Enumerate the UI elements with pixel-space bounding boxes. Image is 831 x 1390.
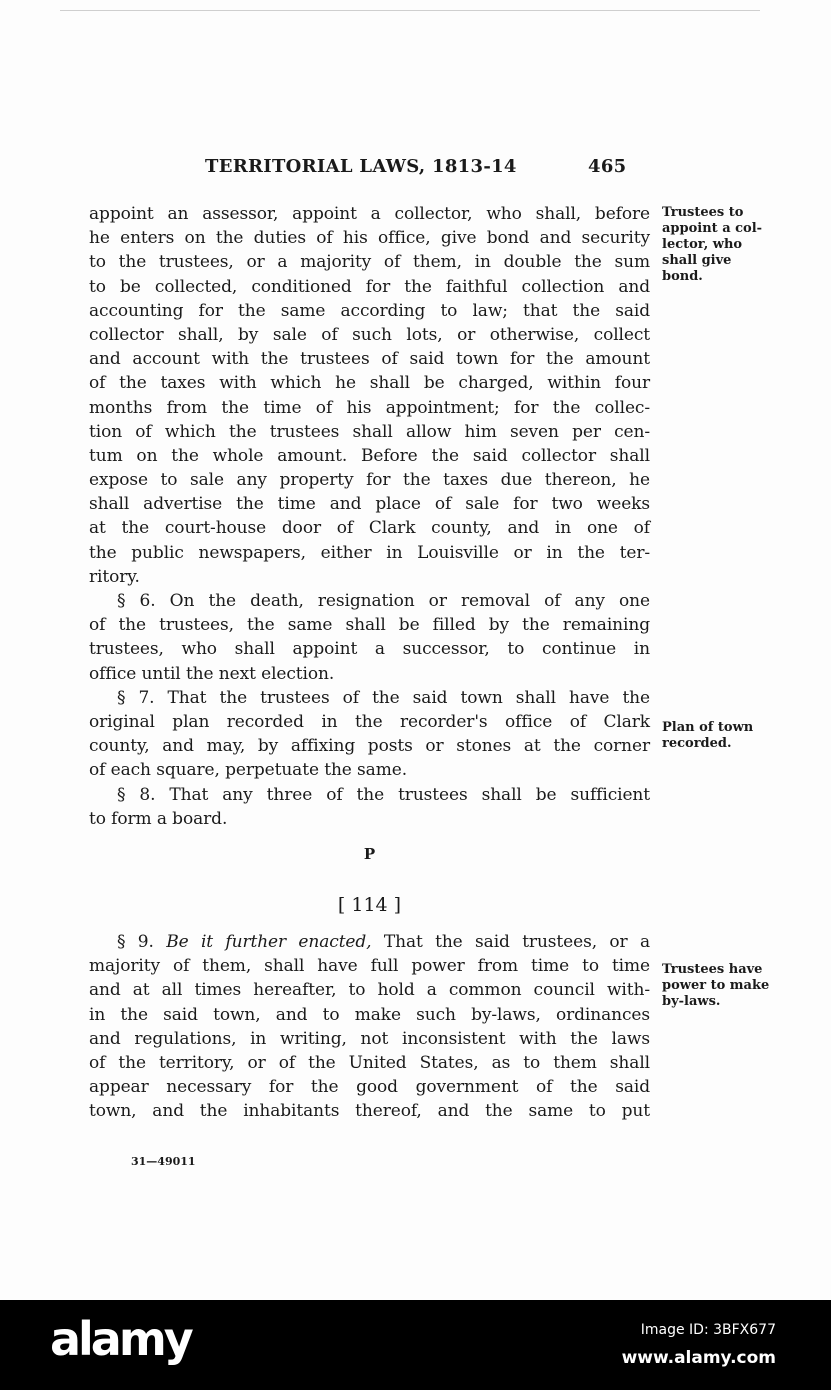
scan-edge-line bbox=[60, 10, 760, 11]
text-line: the public newspapers, either in Louisville or in the ter- bbox=[89, 542, 650, 563]
text-line: appoint a col- bbox=[662, 221, 763, 236]
text-line: county, and may, by affixing posts or stones at the corner bbox=[89, 736, 650, 757]
text-line: collector shall, by sale of such lots, or otherwise, collect bbox=[89, 324, 650, 345]
text-line: to be collected, conditioned for the faithful collection and bbox=[89, 276, 650, 297]
text-line: to form a board. bbox=[89, 808, 228, 829]
body-text-block-1 bbox=[89, 202, 650, 831]
watermark-bar bbox=[0, 1300, 831, 1390]
text-line: and account with the trustees of said town for the amount bbox=[89, 349, 650, 370]
running-head: TERRITORIAL LAWS, 1813-14 bbox=[205, 156, 517, 177]
text-line: lector, who bbox=[662, 237, 743, 252]
text-line: § 8. That any three of the trustees shall be sufficient bbox=[117, 784, 650, 805]
text-line: he enters on the duties of his office, give bond and security bbox=[89, 228, 650, 249]
bracket-page-number: [ 114 ] bbox=[337, 894, 402, 916]
margin-note-collector bbox=[662, 205, 762, 285]
body-text-block-2 bbox=[89, 930, 650, 1124]
text-line: § 6. On the death, resignation or removal of any one bbox=[117, 591, 650, 611]
text-line: at the court-house door of Clark county, and in one of bbox=[89, 518, 650, 539]
text-line: shall advertise the time and place of sale for two weeks bbox=[89, 494, 650, 515]
text-line: expose to sale any property for the taxes due thereon, he bbox=[89, 470, 650, 491]
section-text: That the said trustees, or a bbox=[383, 932, 650, 952]
print-code: 31—49011 bbox=[131, 1155, 196, 1168]
text-line: to the trustees, or a majority of them, in double the sum bbox=[89, 252, 650, 273]
text-line: appoint an assessor, appoint a collector, who shall, before bbox=[89, 204, 650, 224]
text-line: tum on the whole amount. Before the said collector shall bbox=[89, 445, 650, 466]
enacting-clause: Be it further enacted, bbox=[166, 932, 372, 952]
text-line: of the taxes with which he shall be charged, within four bbox=[89, 373, 650, 394]
text-line: majority of them, shall have full power from time to time bbox=[89, 956, 650, 977]
watermark-url: www.alamy.com bbox=[621, 1348, 776, 1368]
text-line: by-laws. bbox=[662, 994, 721, 1009]
section-number: § 9. bbox=[117, 932, 154, 952]
text-line: bond. bbox=[662, 269, 703, 284]
text-line: office until the next election. bbox=[89, 663, 335, 684]
section-9-line bbox=[89, 930, 650, 954]
margin-note-bylaws bbox=[662, 962, 769, 1010]
text-line: power to make bbox=[662, 978, 770, 993]
text-line: Trustees to bbox=[662, 205, 744, 220]
text-line: accounting for the same according to law; that the said bbox=[89, 300, 650, 321]
text-line: appear necessary for the good government of the said bbox=[89, 1077, 650, 1098]
text-line: Trustees have bbox=[662, 962, 763, 977]
text-line: of the territory, or of the United States, as to them shall bbox=[89, 1052, 650, 1073]
text-line: Plan of town bbox=[662, 720, 754, 735]
text-line: recorded. bbox=[662, 736, 732, 751]
text-line: ritory. bbox=[89, 566, 140, 587]
text-line: trustees, who shall appoint a successor, to continue in bbox=[89, 639, 650, 660]
text-line: tion of which the trustees shall allow him seven per cen- bbox=[89, 421, 650, 442]
text-line: months from the time of his appointment; for the collec- bbox=[89, 397, 650, 418]
alamy-logo: alamy bbox=[50, 1312, 191, 1366]
text-line: and regulations, in writing, not inconsistent with the laws bbox=[89, 1028, 650, 1049]
text-line: town, and the inhabitants thereof, and the same to put bbox=[89, 1101, 650, 1122]
page-number: 465 bbox=[588, 156, 627, 177]
text-line: § 7. That the trustees of the said town shall have the bbox=[117, 687, 650, 708]
image-id: Image ID: 3BFX677 bbox=[640, 1322, 776, 1338]
signature-mark: P bbox=[363, 845, 376, 863]
margin-note-plan bbox=[662, 720, 753, 752]
text-line: in the said town, and to make such by-laws, ordinances bbox=[89, 1004, 650, 1025]
text-line: and at all times hereafter, to hold a common council with- bbox=[89, 980, 650, 1001]
text-line: original plan recorded in the recorder's office of Clark bbox=[89, 711, 650, 732]
text-line: of the trustees, the same shall be filled by the remaining bbox=[89, 615, 650, 636]
text-line: of each square, perpetuate the same. bbox=[89, 760, 407, 781]
text-line: shall give bbox=[662, 253, 732, 268]
